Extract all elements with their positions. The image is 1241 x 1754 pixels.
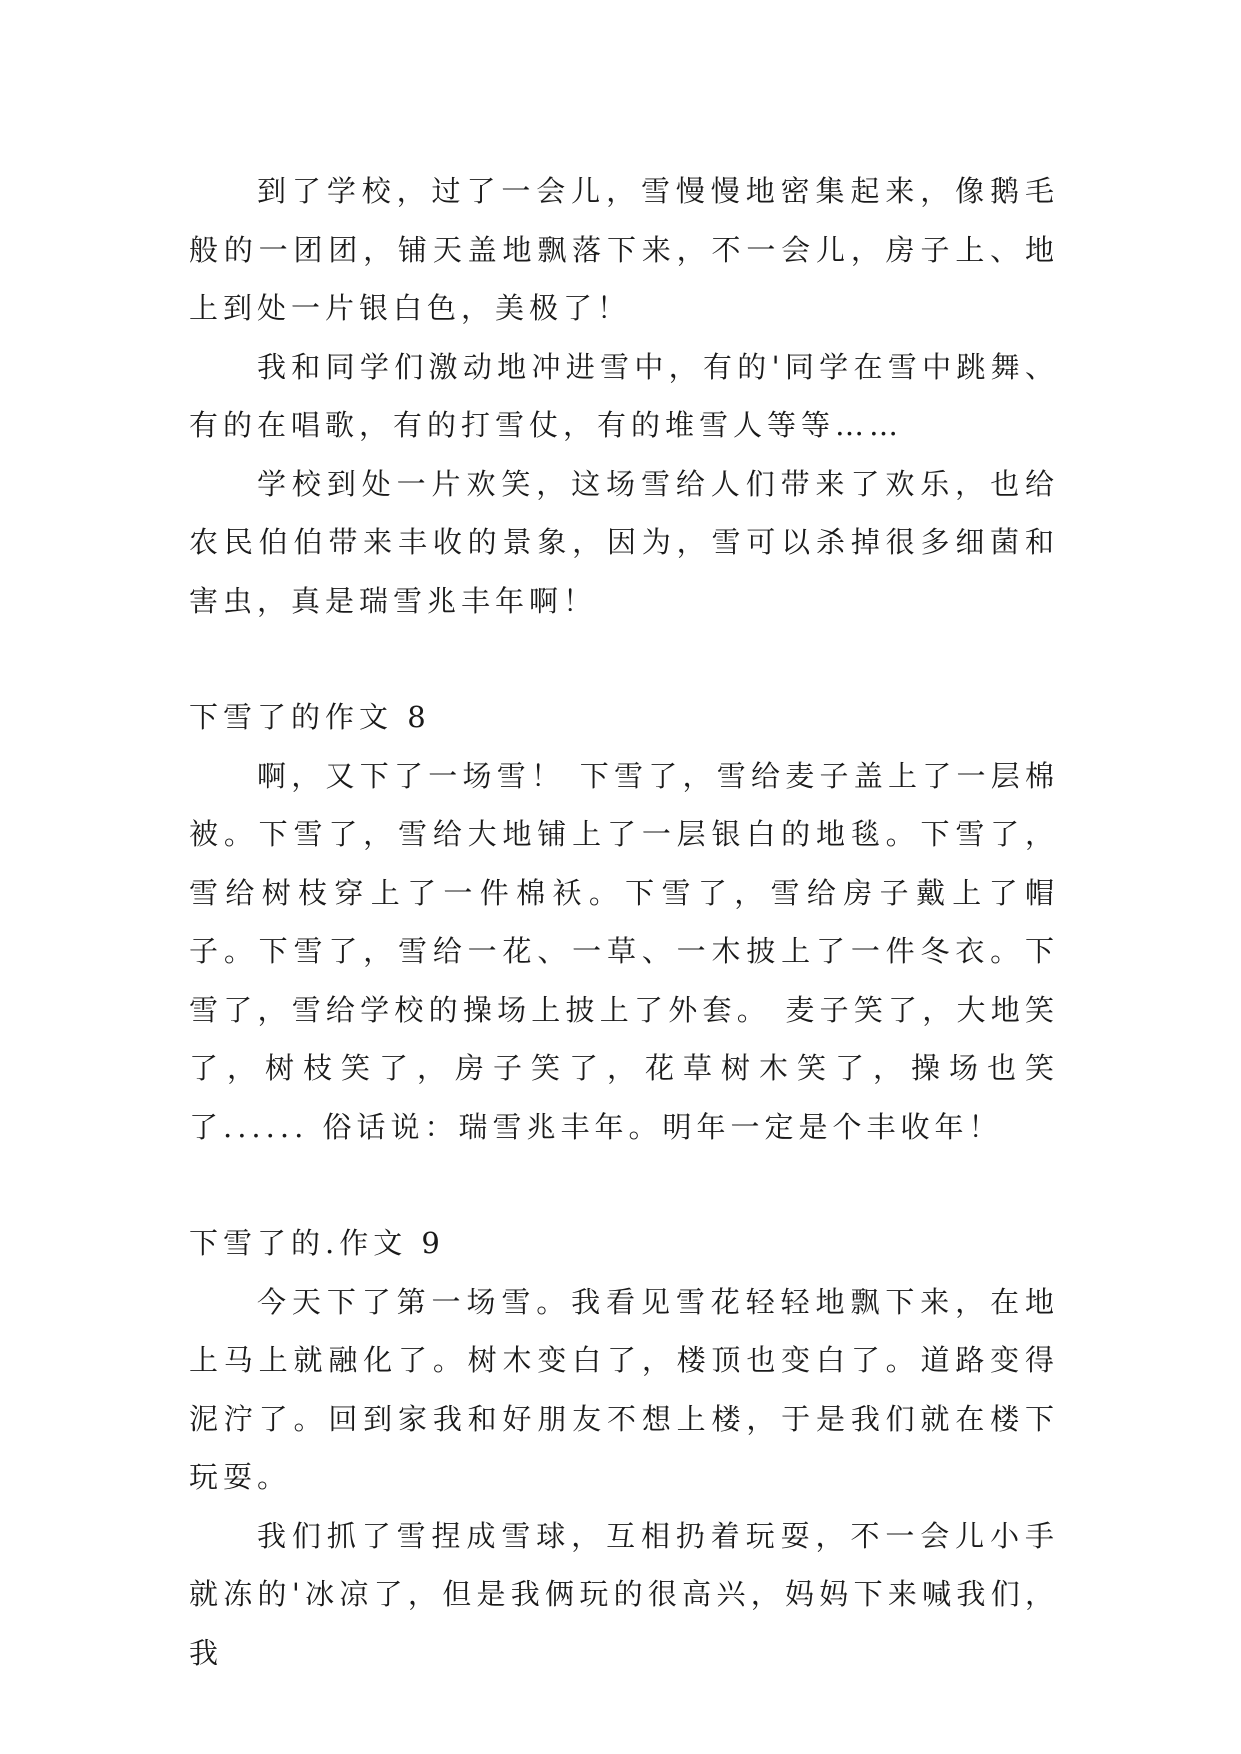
section-title-8: 下雪了的作文 8: [189, 700, 431, 734]
paragraph: 我们抓了雪捏成雪球，互相扔着玩耍，不一会儿小手就冻的'冰凉了，但是我俩玩的很高兴，妈妈下来喊我们，我: [189, 1518, 1059, 1670]
paragraph: 啊，又下了一场雪！ 下雪了，雪给麦子盖上了一层棉被。下雪了，雪给大地铺上了一层银白的地毯。下雪了，雪给树枝穿上了一件棉袄。下雪了，雪给房子戴上了帽子。下雪了，雪给一花、一草、一木披上了一件冬衣。下雪了，雪给学校的操场上披上了外套。 麦子笑了，大地笑了，树枝笑了，房子笑了，花草树木笑了，操场也笑了...... 俗话说：瑞雪兆丰年。明年一定是个丰收年！: [189, 758, 1059, 1144]
paragraph: 学校到处一片欢笑，这场雪给人们带来了欢乐，也给农民伯伯带来丰收的景象，因为，雪可以杀掉很多细菌和害虫，真是瑞雪兆丰年啊！: [189, 466, 1059, 618]
section-spacer: [189, 630, 1059, 688]
paragraph: 我和同学们激动地冲进雪中，有的'同学在雪中跳舞、有的在唱歌，有的打雪仗，有的堆雪人等等……: [189, 349, 1059, 442]
paragraph: 今天下了第一场雪。我看见雪花轻轻地飘下来，在地上马上就融化了。树木变白了，楼顶也变白了。道路变得泥泞了。回到家我和好朋友不想上楼，于是我们就在楼下玩耍。: [189, 1284, 1059, 1494]
document-body: [189, 162, 1059, 1682]
section-spacer: [189, 1156, 1059, 1214]
section-title-9: 下雪了的.作文 9: [189, 1226, 445, 1260]
paragraph: 到了学校，过了一会儿，雪慢慢地密集起来，像鹅毛般的一团团，铺天盖地飘落下来，不一会儿，房子上、地上到处一片银白色，美极了！: [189, 174, 1059, 325]
